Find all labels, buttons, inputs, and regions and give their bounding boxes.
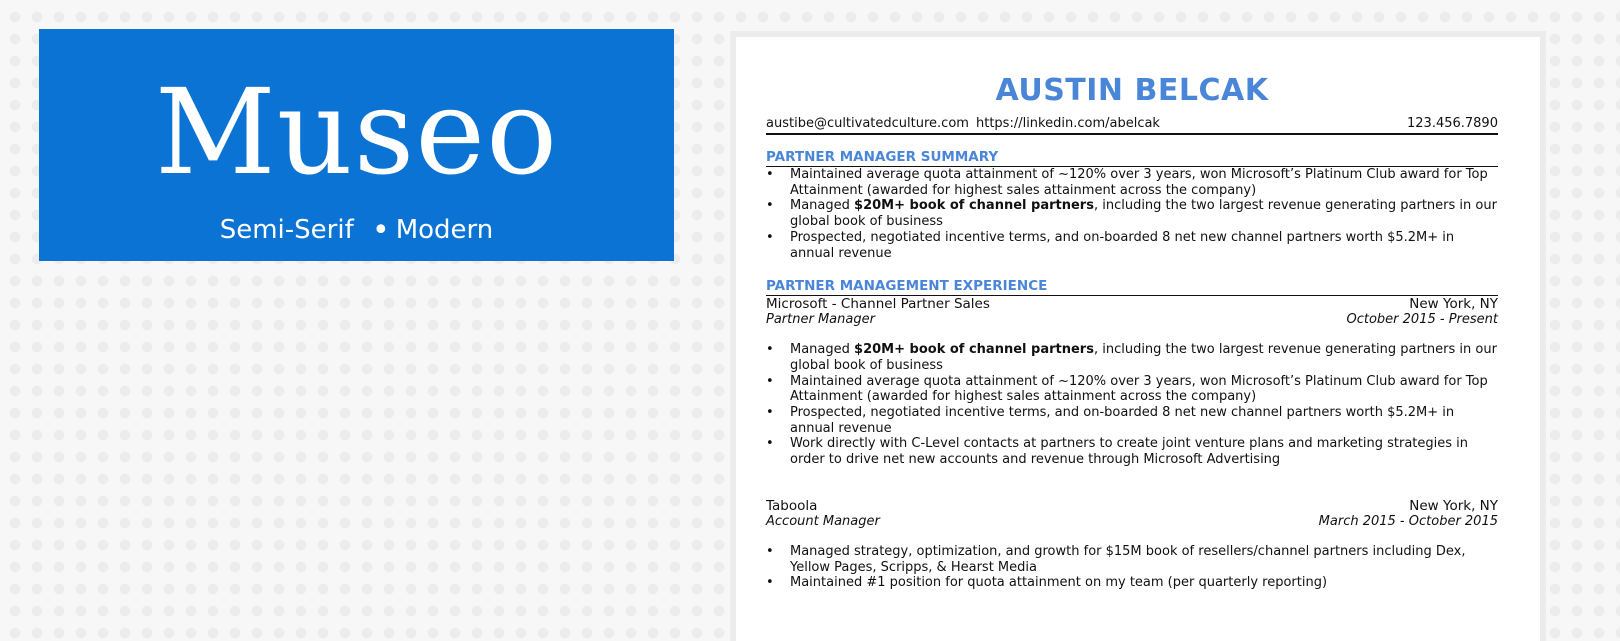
list-item: • Prospected, negotiated incentive terms, and on-boarded 8 net new channel partners worth $5.2M+ in annual revenue xyxy=(766,405,1498,436)
font-name: Museo xyxy=(154,63,559,201)
job-location: New York, NY xyxy=(1409,296,1498,313)
summary-list xyxy=(766,167,1498,261)
tag-separator-icon: • xyxy=(372,213,390,248)
list-item: • Managed $20M+ book of channel partners, including the two largest revenue generating partners in our global book of business xyxy=(766,198,1498,229)
summary-heading: PARTNER MANAGER SUMMARY xyxy=(766,149,1498,167)
list-item: • Maintained average quota attainment of ~120% over 3 years, won Microsoft’s Platinum Club award for Top Attainment (awarded for highest sales attainment across the company) xyxy=(766,167,1498,198)
job-location: New York, NY xyxy=(1409,497,1498,514)
resume-page xyxy=(730,31,1546,641)
contact-phone: 123.456.7890 xyxy=(1407,116,1498,131)
job-bullets xyxy=(766,342,1498,468)
contact-line xyxy=(766,116,1498,135)
job-bullets xyxy=(766,544,1498,591)
list-item: • Managed $20M+ book of channel partners, including the two largest revenue generating partners in our global book of business xyxy=(766,342,1498,373)
contact-linkedin: https://linkedin.com/abelcak xyxy=(975,116,1160,131)
font-tags xyxy=(39,213,674,248)
job-entry xyxy=(766,498,1498,591)
resume-name: AUSTIN BELCAK xyxy=(995,73,1269,108)
list-item: • Prospected, negotiated incentive terms, and on-boarded 8 net new channel partners worth $5.2M+ in annual revenue xyxy=(766,230,1498,261)
list-item: • Managed strategy, optimization, and growth for $15M book of resellers/channel partners including Dex, Yellow Pages, Scripps, & Hearst Media xyxy=(766,544,1498,575)
job-dates: October 2015 - Present xyxy=(1346,312,1498,328)
job-title: Account Manager xyxy=(766,513,880,529)
contact-email: austibe@cultivatedculture.com xyxy=(766,116,969,131)
font-banner xyxy=(39,29,674,261)
experience-heading: PARTNER MANAGEMENT EXPERIENCE xyxy=(766,278,1498,296)
job-title: Partner Manager xyxy=(766,312,875,328)
font-tag-style: Semi-Serif xyxy=(219,215,354,245)
job-company: Microsoft - Channel Partner Sales xyxy=(766,296,990,313)
list-item: • Work directly with C-Level contacts at partners to create joint venture plans and marketing strategies in order to drive net new accounts and revenue through Microsoft Advertising xyxy=(766,436,1498,467)
job-dates: March 2015 - October 2015 xyxy=(1318,513,1498,529)
job-entry xyxy=(766,296,1498,468)
job-company: Taboola xyxy=(766,497,818,514)
font-tag-feel: Modern xyxy=(395,215,494,245)
list-item: • Maintained #1 position for quota attainment on my team (per quarterly reporting) xyxy=(766,575,1498,591)
list-item: • Maintained average quota attainment of ~120% over 3 years, won Microsoft’s Platinum Club award for Top Attainment (awarded for highest sales attainment across the company) xyxy=(766,374,1498,405)
